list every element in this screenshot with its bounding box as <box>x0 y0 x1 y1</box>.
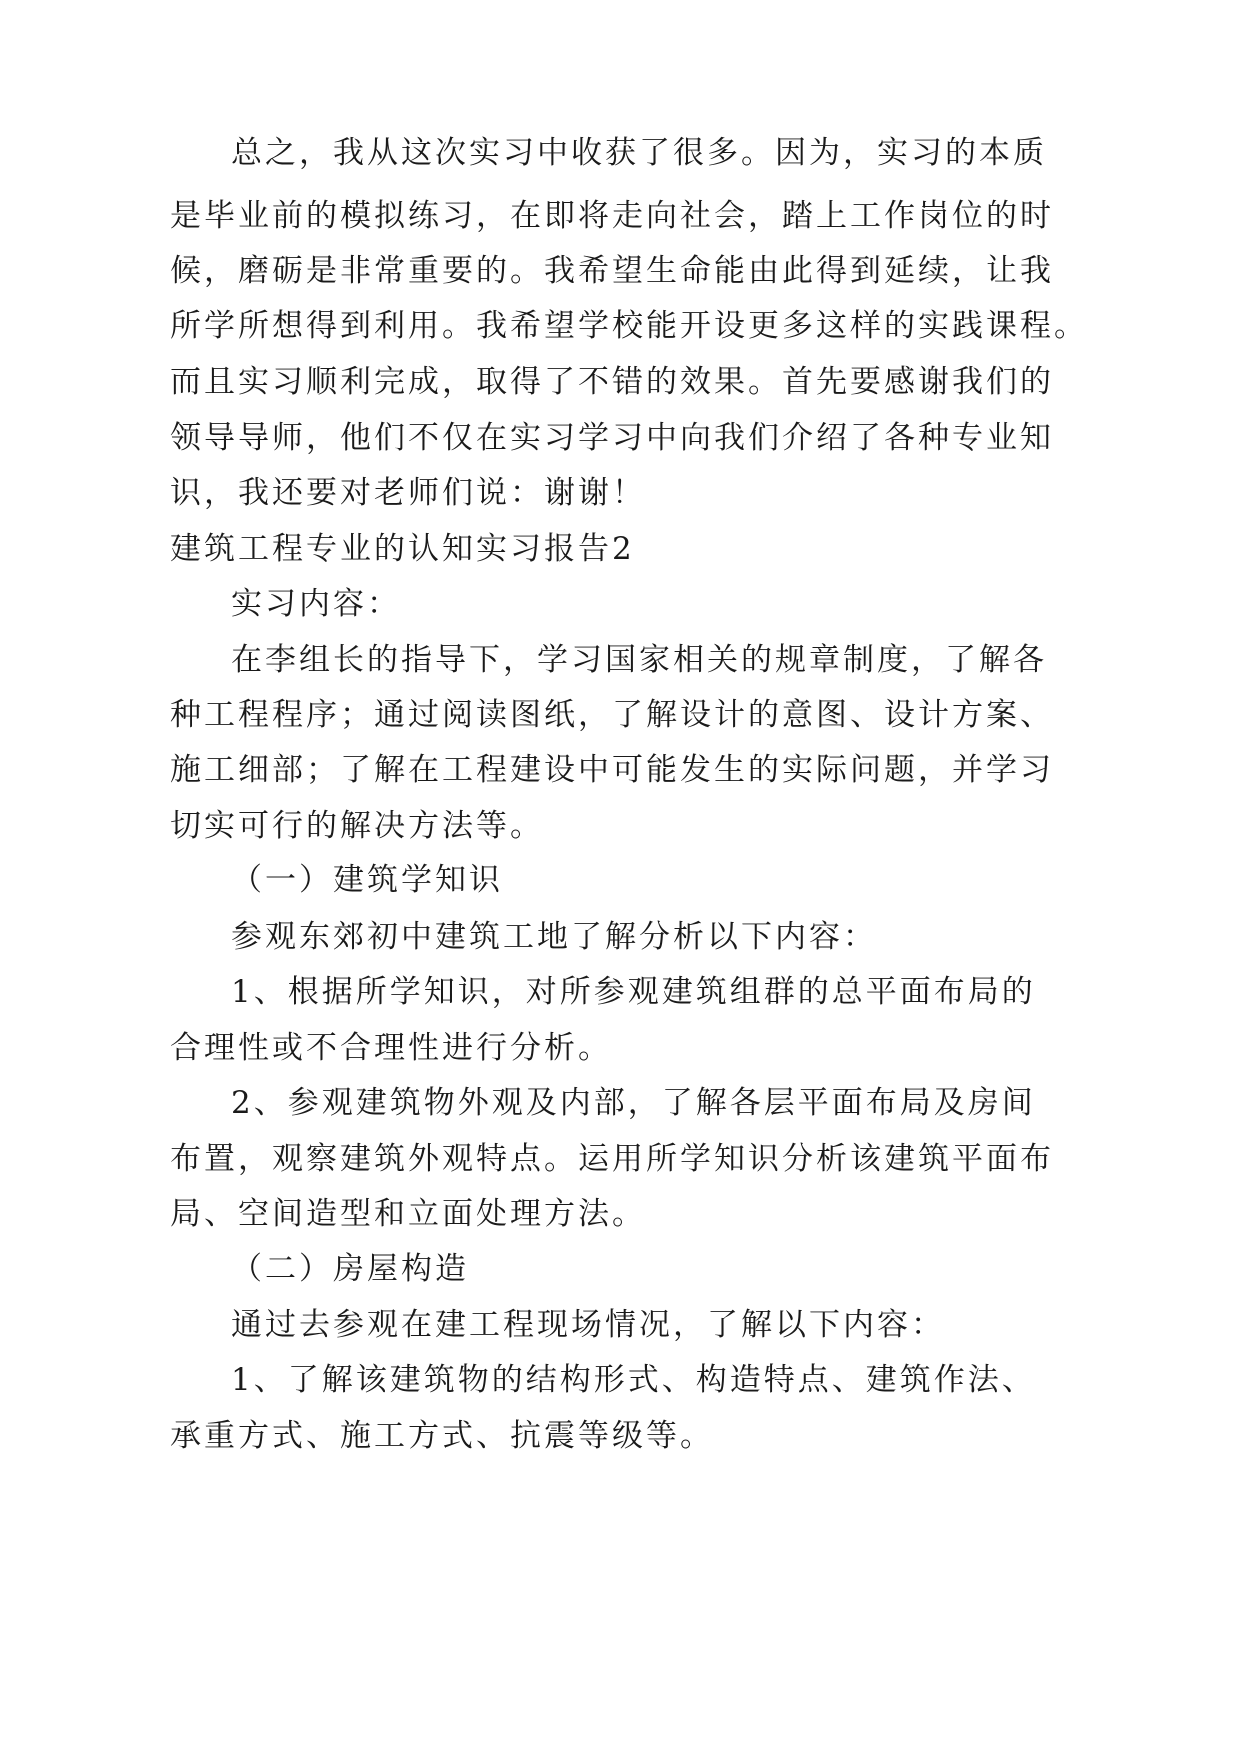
list-item-1-line-1: 1、根据所学知识，对所参观建筑组群的总平面布局的 <box>231 974 1036 1010</box>
paragraph-line-7: 识，我还要对老师们说：谢谢！ <box>170 475 646 511</box>
list-item-3-line-2: 承重方式、施工方式、抗震等级等。 <box>170 1418 714 1454</box>
list-item-3-line-1: 1、了解该建筑物的结构形式、构造特点、建筑作法、 <box>231 1362 1036 1398</box>
paragraph-line-2: 是毕业前的模拟练习，在即将走向社会，踏上工作岗位的时 <box>170 198 1054 234</box>
paragraph-line-10: 施工细部；了解在工程建设中可能发生的实际问题，并学习 <box>170 752 1054 788</box>
paragraph-line-12: 参观东郊初中建筑工地了解分析以下内容： <box>231 919 877 955</box>
report-heading: 建筑工程专业的认知实习报告2 <box>170 531 635 567</box>
paragraph-line-13: 通过去参观在建工程现场情况，了解以下内容： <box>231 1307 945 1343</box>
paragraph-line-5: 而且实习顺利完成，取得了不错的效果。首先要感谢我们的 <box>170 364 1054 400</box>
paragraph-line-11: 切实可行的解决方法等。 <box>170 808 544 844</box>
paragraph-line-8: 在李组长的指导下，学习国家相关的规章制度，了解各 <box>231 642 1047 678</box>
subsection-heading-1: （一）建筑学知识 <box>231 862 503 898</box>
list-item-2-line-2: 布置，观察建筑外观特点。运用所学知识分析该建筑平面布 <box>170 1141 1054 1177</box>
paragraph-line-1: 总之，我从这次实习中收获了很多。因为，实习的本质 <box>231 135 1047 171</box>
list-item-1-line-2: 合理性或不合理性进行分析。 <box>170 1030 612 1066</box>
paragraph-line-6: 领导导师，他们不仅在实习学习中向我们介绍了各种专业知 <box>170 420 1054 456</box>
list-item-2-line-1: 2、参观建筑物外观及内部，了解各层平面布局及房间 <box>231 1085 1036 1121</box>
subsection-heading-2: （二）房屋构造 <box>231 1251 469 1287</box>
section-label-content: 实习内容： <box>231 586 401 622</box>
list-item-2-line-3: 局、空间造型和立面处理方法。 <box>170 1196 646 1232</box>
paragraph-line-9: 种工程程序；通过阅读图纸，了解设计的意图、设计方案、 <box>170 697 1054 733</box>
paragraph-line-4: 所学所想得到利用。我希望学校能开设更多这样的实践课程。 <box>170 308 1088 344</box>
paragraph-line-3: 候，磨砺是非常重要的。我希望生命能由此得到延续，让我 <box>170 253 1054 289</box>
